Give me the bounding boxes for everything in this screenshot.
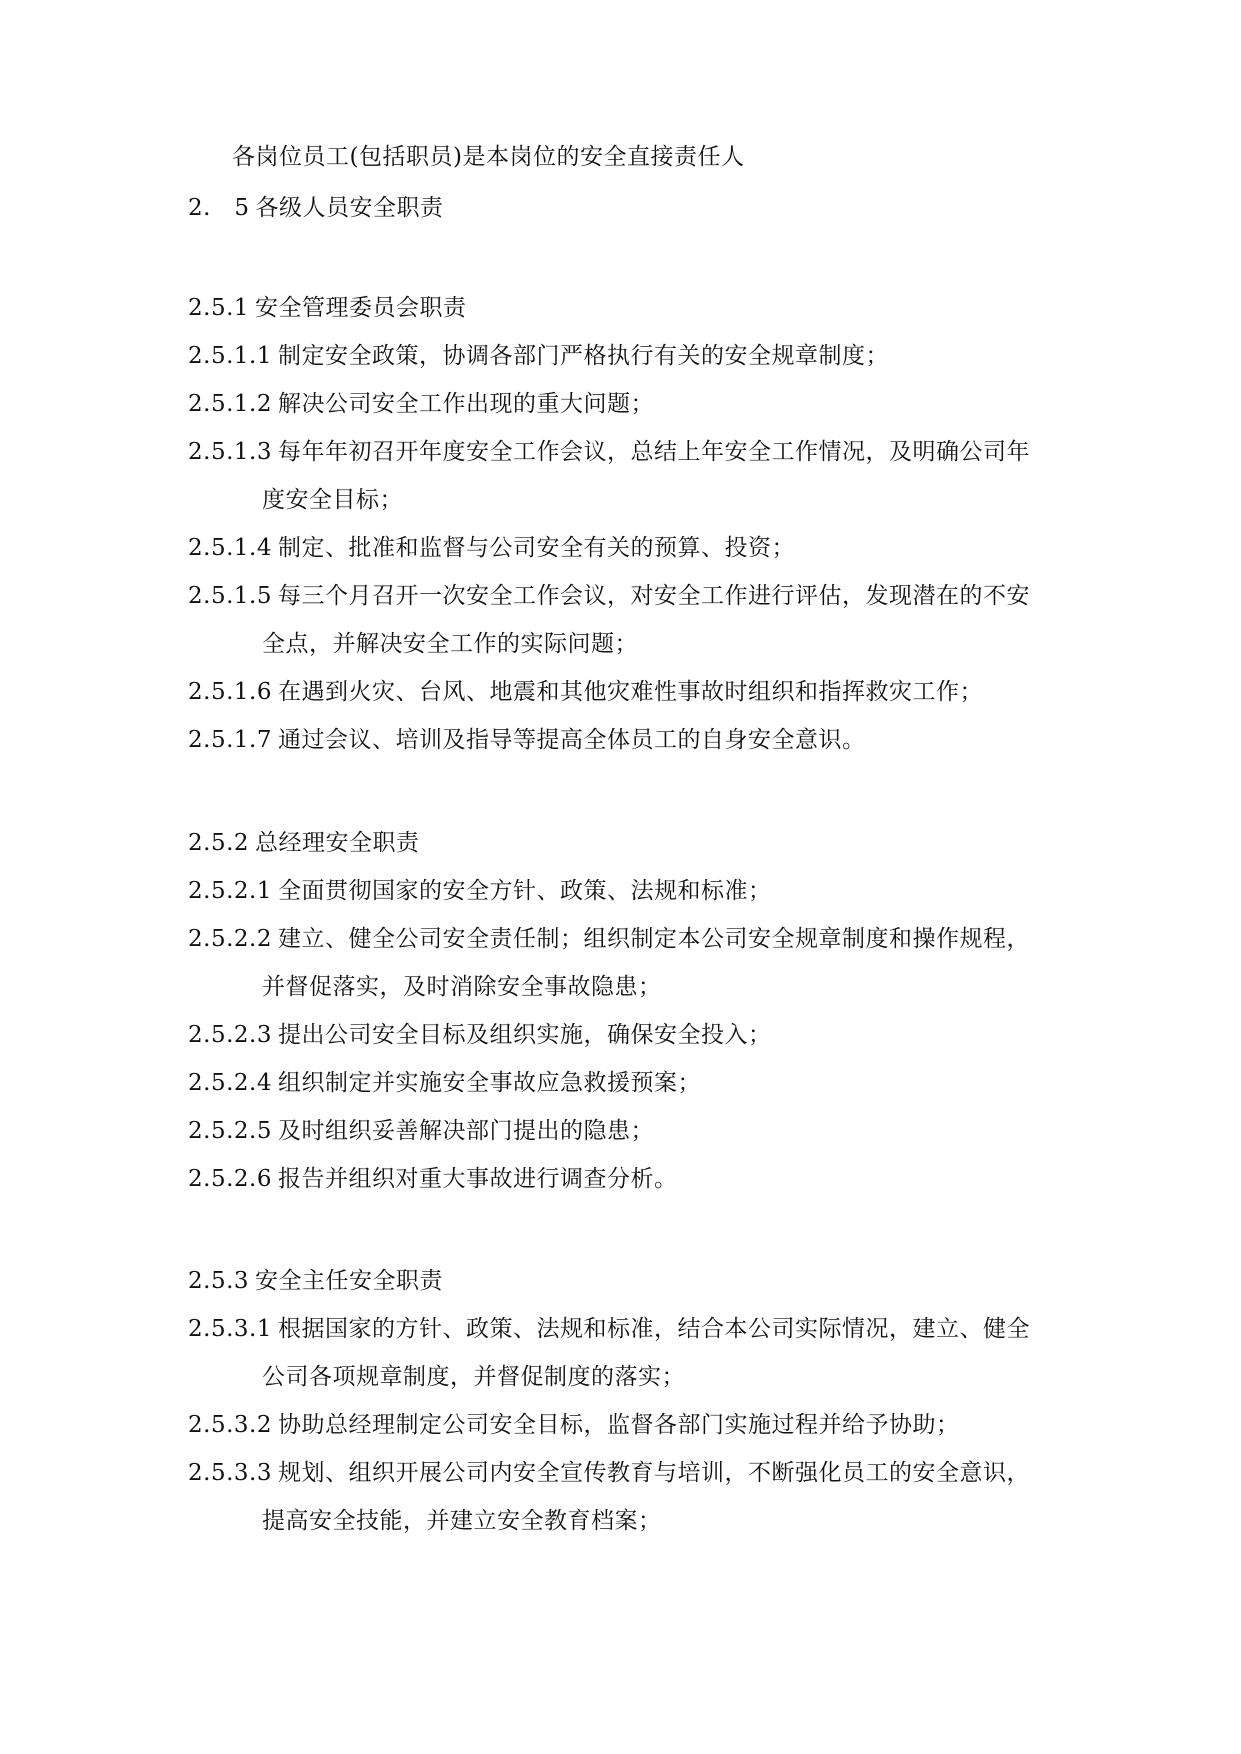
item-number: 2.5.1.4 [188, 535, 272, 561]
list-item [188, 1410, 959, 1440]
item-text: 通过会议、培训及指导等提高全体员工的自身安全意识。 [277, 727, 866, 753]
list-item [188, 389, 654, 419]
list-item [188, 677, 983, 707]
list-item [188, 437, 1030, 467]
item-text: 每三个月召开一次安全工作会议，对安全工作进行评估，发现潜在的不安 [277, 583, 1030, 609]
list-item [188, 1314, 1030, 1344]
list-item [188, 341, 889, 371]
item-number: 2.5.1.6 [188, 679, 272, 705]
list-item [188, 876, 771, 906]
subsection-number: 2.5.2 [188, 830, 250, 856]
item-text: 每年年初召开年度安全工作会议，总结上年安全工作情况，及明确公司年 [277, 439, 1030, 465]
list-item [188, 725, 865, 755]
list-item-continuation: 公司各项规章制度，并督促制度的落实； [262, 1364, 685, 1390]
item-number: 2.5.2.3 [188, 1022, 272, 1048]
item-text: 制定、批准和监督与公司安全有关的预算、投资； [277, 535, 795, 561]
item-number: 2.5.3.1 [188, 1316, 272, 1342]
item-number: 2.5.1.3 [188, 439, 272, 465]
item-number: 2.5.2.4 [188, 1070, 272, 1096]
subsection-heading-2-5-1 [188, 293, 467, 323]
item-number: 2.5.2.5 [188, 1118, 272, 1144]
item-number: 2.5.3.2 [188, 1412, 272, 1438]
list-item-continuation: 全点，并解决安全工作的实际问题； [262, 631, 638, 657]
item-text: 制定安全政策，协调各部门严格执行有关的安全规章制度； [277, 343, 889, 369]
list-item [188, 581, 1030, 611]
item-text: 根据国家的方针、政策、法规和标准，结合本公司实际情况，建立、健全 [277, 1316, 1030, 1342]
item-text: 建立、健全公司安全责任制；组织制定本公司安全规章制度和操作规程， [277, 926, 1030, 952]
item-text: 报告并组织对重大事故进行调查分析。 [277, 1166, 678, 1192]
item-number: 2.5.2.6 [188, 1166, 272, 1192]
list-item-continuation: 提高安全技能，并建立安全教育档案； [262, 1508, 662, 1534]
section-heading [188, 193, 444, 223]
subsection-number: 2.5.1 [188, 295, 250, 321]
list-item-continuation: 度安全目标； [262, 487, 403, 513]
subsection-title: 安全主任安全职责 [255, 1268, 444, 1294]
list-item [188, 533, 795, 563]
subsection-title: 总经理安全职责 [255, 830, 420, 856]
list-item [188, 1020, 771, 1050]
subsection-heading-2-5-3 [188, 1266, 443, 1296]
subsection-number: 2.5.3 [188, 1268, 250, 1294]
item-text: 及时组织妥善解决部门提出的隐患； [277, 1118, 654, 1144]
list-item [188, 1458, 1030, 1488]
item-number: 2.5.1.1 [188, 343, 272, 369]
item-text: 组织制定并实施安全事故应急救援预案； [277, 1070, 701, 1096]
section-number: 2. 5 [188, 195, 250, 221]
intro-line: 各岗位员工(包括职员)是本岗位的安全直接责任人 [232, 144, 745, 170]
subsection-title: 安全管理委员会职责 [255, 295, 467, 321]
item-text: 规划、组织开展公司内安全宣传教育与培训，不断强化员工的安全意识， [277, 1460, 1030, 1486]
list-item [188, 1068, 701, 1098]
item-number: 2.5.2.1 [188, 878, 272, 904]
item-number: 2.5.2.2 [188, 926, 272, 952]
list-item [188, 1116, 654, 1146]
item-number: 2.5.1.5 [188, 583, 272, 609]
item-text: 解决公司安全工作出现的重大问题； [277, 391, 654, 417]
item-number: 2.5.1.2 [188, 391, 272, 417]
section-title: 各级人员安全职责 [255, 195, 444, 221]
item-text: 在遇到火灾、台风、地震和其他灾难性事故时组织和指挥救灾工作； [277, 679, 983, 705]
item-number: 2.5.1.7 [188, 727, 272, 753]
list-item [188, 1164, 677, 1194]
list-item-continuation: 并督促落实，及时消除安全事故隐患； [262, 974, 662, 1000]
list-item [188, 924, 1030, 954]
item-text: 提出公司安全目标及组织实施，确保安全投入； [277, 1022, 772, 1048]
item-text: 全面贯彻国家的安全方针、政策、法规和标准； [277, 878, 772, 904]
subsection-heading-2-5-2 [188, 828, 420, 858]
item-number: 2.5.3.3 [188, 1460, 272, 1486]
item-text: 协助总经理制定公司安全目标，监督各部门实施过程并给予协助； [277, 1412, 960, 1438]
